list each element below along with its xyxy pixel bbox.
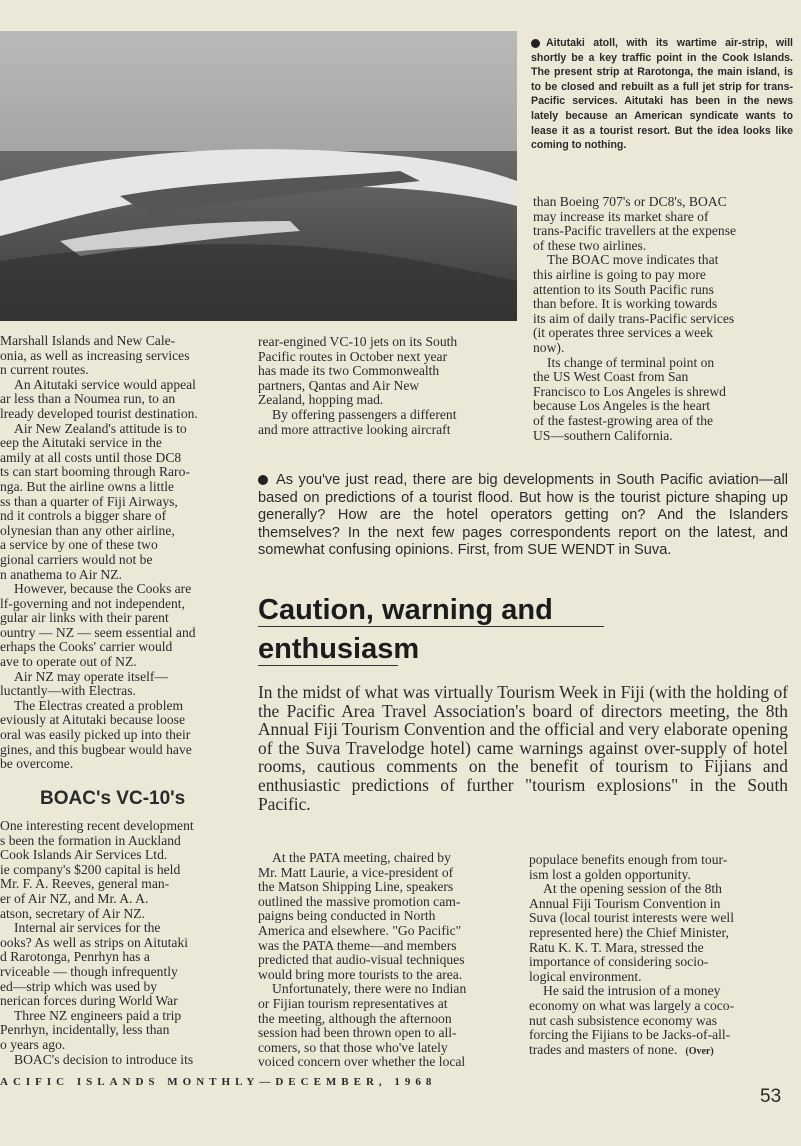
- text-line: Zealand, hopping mad.: [258, 392, 384, 408]
- text-line: the meeting, although the afternoon: [258, 1010, 452, 1026]
- text-line: Marshall Islands and New Cale-: [0, 334, 176, 348]
- text-line: lready developed tourist destination.: [0, 405, 198, 421]
- text-line: Its change of terminal point on: [547, 354, 715, 370]
- text-line: At the opening session of the 8th: [543, 881, 722, 897]
- text-line: At the PATA meeting, chaired by: [272, 851, 451, 865]
- text-line: Francisco to Los Angeles is shrewd: [533, 383, 726, 399]
- text-line: voiced concern over whether the local: [258, 1054, 466, 1070]
- text-line: Cook Islands Air Services Ltd.: [0, 847, 168, 863]
- text-line: rviceable — though infrequently: [0, 963, 178, 979]
- text-line: Ratu K. K. T. Mara, stressed the: [529, 939, 704, 955]
- text-line: Mr. Matt Laurie, a vice-president of: [258, 864, 454, 880]
- text-line: the US West Coast from San: [533, 369, 689, 385]
- text-line: be overcome.: [0, 756, 74, 772]
- text-line: Suva (local tourist interests were well: [529, 910, 734, 926]
- text-line: eviously at Aitutaki because loose: [0, 712, 185, 728]
- text-line: America and elsewhere. "Go Pacific": [258, 922, 462, 938]
- text-line: logical environment.: [529, 968, 642, 984]
- text-line: oral was easily picked up into their: [0, 727, 191, 743]
- text-line: of the fastest-growing area of the: [533, 412, 714, 428]
- text-line: trades and masters of none. (Over): [529, 1041, 714, 1057]
- text-line: amily at all costs until those DC8: [0, 449, 182, 465]
- text-line: paigns being conducted in North: [258, 908, 436, 924]
- article-headline: [258, 592, 608, 666]
- text-line: outlined the massive promotion cam-: [258, 893, 461, 909]
- text-line: than Boeing 707's or DC8's, BOAC: [533, 195, 727, 209]
- text-line: because Los Angeles is the heart: [533, 398, 711, 414]
- text-line: ave to operate out of NZ.: [0, 654, 137, 670]
- text-line: ss than a quarter of Fiji Airways,: [0, 493, 178, 509]
- text-line: populace benefits enough from tour-: [529, 853, 728, 867]
- text-line: gional carriers would not be: [0, 551, 153, 567]
- right-column-upper: [533, 195, 789, 443]
- middle-column-upper: [258, 335, 516, 437]
- text-line: Three NZ engineers paid a trip: [14, 1007, 182, 1023]
- text-line: its aim of daily trans-Pacific services: [533, 310, 735, 326]
- continued-marker: (Over): [685, 1045, 714, 1057]
- text-line: represented here) the Chief Minister,: [529, 924, 729, 940]
- text-line: the Matson Shipping Line, speakers: [258, 879, 454, 895]
- text-line: US—southern California.: [533, 427, 673, 443]
- text-line: However, because the Cooks are: [14, 581, 192, 597]
- headline-line-2: enthusiasm: [258, 633, 420, 665]
- boac-section-heading: BOAC's VC-10's: [40, 788, 186, 809]
- magazine-footer: ACIFIC ISLANDS MONTHLY—DECEMBER, 1968: [0, 1076, 437, 1088]
- bullet-icon: [258, 475, 268, 485]
- text-line: this airline is going to pay more: [533, 266, 706, 282]
- text-line: Air New Zealand's attitude is to: [14, 420, 187, 436]
- text-line: Unfortunately, there were no Indian: [272, 981, 467, 997]
- text-line: predicted that audio-visual techniques: [258, 952, 465, 968]
- text-line: and more attractive looking aircraft: [258, 421, 451, 437]
- text-line: comers, so that those who've lately: [258, 1039, 448, 1055]
- text-line: ooks? As well as strips on Aitutaki: [0, 934, 189, 950]
- text-line: Annual Fiji Tourism Convention in: [529, 895, 721, 911]
- left-column-upper: [0, 334, 243, 772]
- right-column-lower: [529, 853, 782, 1059]
- text-line: would bring more tourists to the area.: [258, 966, 463, 982]
- text-line: er of Air NZ, and Mr. A. A.: [0, 890, 149, 906]
- text-line: By offering passengers a different: [272, 406, 457, 422]
- text-line: ts can start booming through Raro-: [0, 464, 190, 480]
- text-line: o years ago.: [0, 1036, 66, 1052]
- text-line: ountry — NZ — seem essential and: [0, 624, 196, 640]
- text-line: He said the intrusion of a money: [543, 983, 721, 999]
- text-line: forcing the Fijians to be Jacks-of-all-: [529, 1027, 731, 1043]
- text-line: luctantly—with Electras.: [0, 683, 136, 699]
- text-line: ism lost a golden opportunity.: [529, 866, 691, 882]
- text-line: One interesting recent development: [0, 819, 194, 833]
- text-line: importance of considering socio-: [529, 954, 709, 970]
- text-line: economy on what was largely a coco-: [529, 997, 735, 1013]
- bullet-icon: [531, 39, 540, 48]
- text-line: BOAC's decision to introduce its: [14, 1051, 194, 1067]
- text-line: n current routes.: [0, 362, 89, 378]
- text-line: s been the formation in Auckland: [0, 832, 181, 848]
- text-line: Internal air services for the: [14, 920, 161, 936]
- text-line: eep the Aitutaki service in the: [0, 435, 162, 451]
- text-line: was the PATA theme—and members: [258, 937, 457, 953]
- text-line: n anathema to Air NZ.: [0, 566, 122, 582]
- text-line: lf-governing and not independent,: [0, 595, 185, 611]
- text-line: Air NZ may operate itself—: [14, 668, 169, 684]
- middle-column-lower: [258, 851, 508, 1070]
- photo-caption: Aitutaki atoll, with its wartime air-strip, will shortly be a key traffic point in the Cook Islands. The present strip at Rarotonga, the main island, is to be closed and rebuilt as a full jet strip for trans-Pacific services. Aitutaki has been in the news lately because an American syndicate wants to lease it as a tourist resort. But the idea looks like coming to nothing.: [531, 37, 793, 152]
- text-line: a service by one of these two: [0, 537, 158, 553]
- text-line: atson, secretary of Air NZ.: [0, 905, 145, 921]
- text-line: ie company's $200 capital is held: [0, 861, 181, 877]
- text-line: erhaps the Cooks' carrier would: [0, 639, 173, 655]
- text-line: An Aitutaki service would appeal: [14, 376, 196, 392]
- text-line: nga. But the airline owns a little: [0, 478, 175, 494]
- text-line: than before. It is working towards: [533, 296, 718, 312]
- text-line: nut cash subsistence economy was: [529, 1012, 718, 1028]
- text-line: The BOAC move indicates that: [547, 252, 719, 268]
- page-number: 53: [760, 1086, 782, 1107]
- headline-line-1: Caution, warning and: [258, 594, 553, 626]
- text-line: nd it controls a bigger share of: [0, 508, 167, 524]
- text-line: onia, as well as increasing services: [0, 347, 190, 363]
- text-line: Pacific routes in October next year: [258, 348, 448, 364]
- article-deck: In the midst of what was virtually Tourism Week in Fiji (with the holding of the Pacific Area Travel Association's board of directors meeting, the 8th Annual Fiji Tourism Convention and the official and very elaborate opening of the Suva Travelodge hotel) came warnings against over-supply of hotel rooms, cautious comments on the benefit of tourism to Fijians and enthusiastic predictions of further "tourism explosions" in the South Pacific.: [258, 682, 788, 814]
- left-column-lower: [0, 819, 243, 1067]
- text-line: or Fijian tourism representatives at: [258, 995, 448, 1011]
- text-line: nerican forces during World War: [0, 993, 178, 1009]
- text-line: d Rarotonga, Penrhyn has a: [0, 949, 150, 965]
- text-line: of these two airlines.: [533, 237, 647, 253]
- text-line: ar less than a Noumea run, to an: [0, 391, 176, 407]
- text-line: The Electras created a problem: [14, 697, 184, 713]
- text-line: gines, and this bugbear would have: [0, 741, 192, 757]
- text-line: partners, Qantas and Air New: [258, 377, 420, 393]
- text-line: may increase its market share of: [533, 208, 709, 224]
- text-line: session had been thrown open to all-: [258, 1025, 457, 1041]
- text-line: ed—strip which was used by: [0, 978, 158, 994]
- text-line: has made its two Commonwealth: [258, 363, 440, 379]
- text-line: Mr. F. A. Reeves, general man-: [0, 876, 170, 892]
- text-line: Penrhyn, incidentally, less than: [0, 1022, 170, 1038]
- intro-paragraph: As you've just read, there are big developments in South Pacific aviation—all based on predictions of a tourist flood. But how is the tourist picture shaping up generally? How are the hotel operators getting on? And the Islanders themselves? In the next few pages correspondents report on the latest, and somewhat confusing opinions. First, from SUE WENDT in Suva.: [258, 472, 788, 558]
- text-line: trans-Pacific travellers at the expense: [533, 223, 737, 239]
- text-line: now).: [533, 339, 565, 355]
- text-line: (it operates three services a week: [533, 325, 714, 341]
- text-line: attention to its South Pacific runs: [533, 281, 714, 297]
- text-line: olynesian than any other airline,: [0, 522, 175, 538]
- text-line: rear-engined VC-10 jets on its South: [258, 335, 458, 349]
- aitutaki-atoll-photo: [0, 31, 517, 321]
- text-line: gular air links with their parent: [0, 610, 169, 626]
